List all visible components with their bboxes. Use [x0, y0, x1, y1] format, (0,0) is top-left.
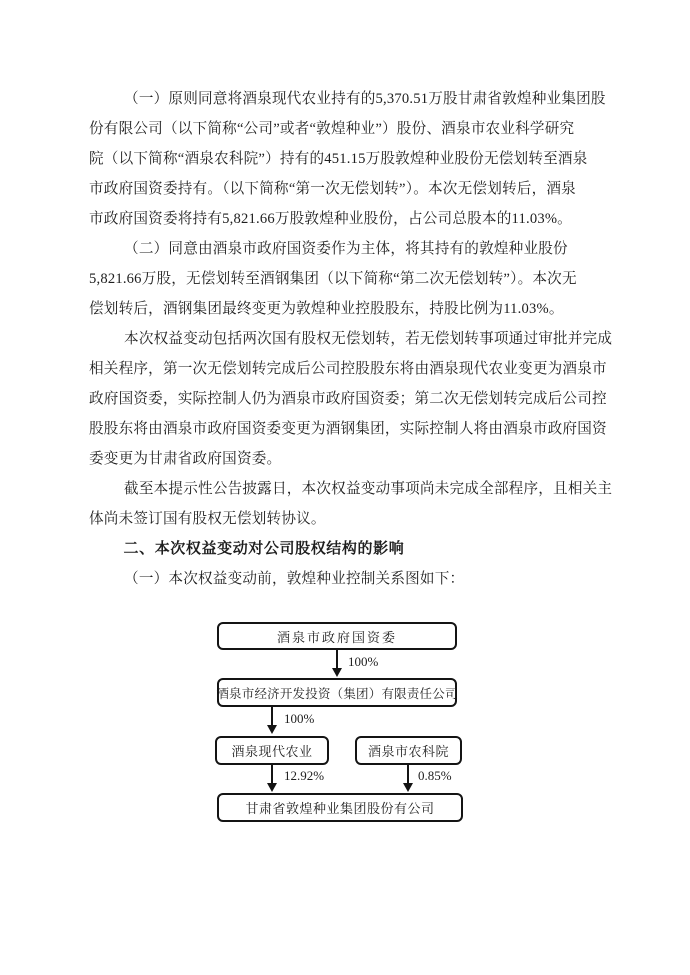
paragraph-line: 5,821.66万股，无偿划转至酒钢集团（以下简称“第二次无偿划转”）。本次无 [89, 271, 577, 287]
org-box-jiuquan-sasac: 酒泉市政府国资委 [217, 622, 457, 650]
document-body [89, 84, 613, 594]
org-box-jiuquan-economic-development-investment-group: 酒泉市经济开发投资（集团）有限责任公司 [217, 678, 457, 707]
ownership-pct-top: 100% [348, 654, 379, 669]
paragraph-line: 本次权益变动包括两次国有股权无偿划转，若无偿划转事项通过审批并完成 [124, 331, 613, 347]
arrow-down-icon [332, 668, 342, 677]
ownership-pct-left: 12.92% [284, 768, 325, 783]
arrow-line [336, 650, 338, 669]
paragraph-line: 委变更为甘肃省政府国资委。 [89, 451, 282, 467]
arrow-down-icon [267, 725, 277, 734]
arrow-line [271, 765, 273, 784]
paragraph-line: （二）同意由酒泉市政府国资委作为主体，将其持有的敦煌种业股份 [124, 241, 568, 257]
paragraph-line: 政府国资委，实际控制人仍为酒泉市政府国资委；第二次无偿划转完成后公司控 [89, 391, 607, 407]
org-box-jiuquan-modern-agriculture: 酒泉现代农业 [215, 736, 329, 765]
ownership-pct-right: 0.85% [418, 768, 452, 783]
paragraph-line: 院（以下简称“酒泉农科院”）持有的451.15万股敦煌种业股份无偿划转至酒泉 [89, 151, 588, 167]
org-box-gansu-dunhuang-seed-group: 甘肃省敦煌种业集团股份有公司 [217, 793, 463, 822]
arrow-down-icon [403, 783, 413, 792]
org-box-jiuquan-agricultural-science-institute: 酒泉市农科院 [355, 736, 462, 765]
arrow-down-icon [267, 783, 277, 792]
paragraph-line: 偿划转后，酒钢集团最终变更为敦煌种业控股股东，持股比例为11.03%。 [89, 301, 564, 317]
paragraph-line: （一）本次权益变动前，敦煌种业控制关系图如下： [124, 571, 465, 587]
arrow-line [407, 765, 409, 784]
paragraph-line: 相关程序，第一次无偿划转完成后公司控股股东将由酒泉现代农业变更为酒泉市 [89, 361, 607, 377]
paragraph-line: 市政府国资委持有。（以下简称“第一次无偿划转”）。本次无偿划转后，酒泉 [89, 181, 576, 197]
ownership-pct-level2: 100% [284, 711, 315, 726]
paragraph-line: 体尚未签订国有股权无偿划转协议。 [89, 511, 326, 527]
paragraph-line: 股股东将由酒泉市政府国资委变更为酒钢集团，实际控制人将由酒泉市政府国资 [89, 421, 607, 437]
paragraph-line: 截至本提示性公告披露日，本次权益变动事项尚未完成全部程序，且相关主 [124, 481, 613, 497]
paragraph-line: 市政府国资委将持有5,821.66万股敦煌种业股份，占公司总股本的11.03%。 [89, 211, 572, 227]
arrow-line [271, 707, 273, 726]
paragraph-line: 份有限公司（以下简称“公司”或者“敦煌种业”）股份、酒泉市农业科学研究 [89, 121, 575, 137]
section-heading: 二、本次权益变动对公司股权结构的影响 [123, 541, 405, 557]
paragraph-line: （一）原则同意将酒泉现代农业持有的5,370.51万股甘肃省敦煌种业集团股 [124, 91, 606, 107]
